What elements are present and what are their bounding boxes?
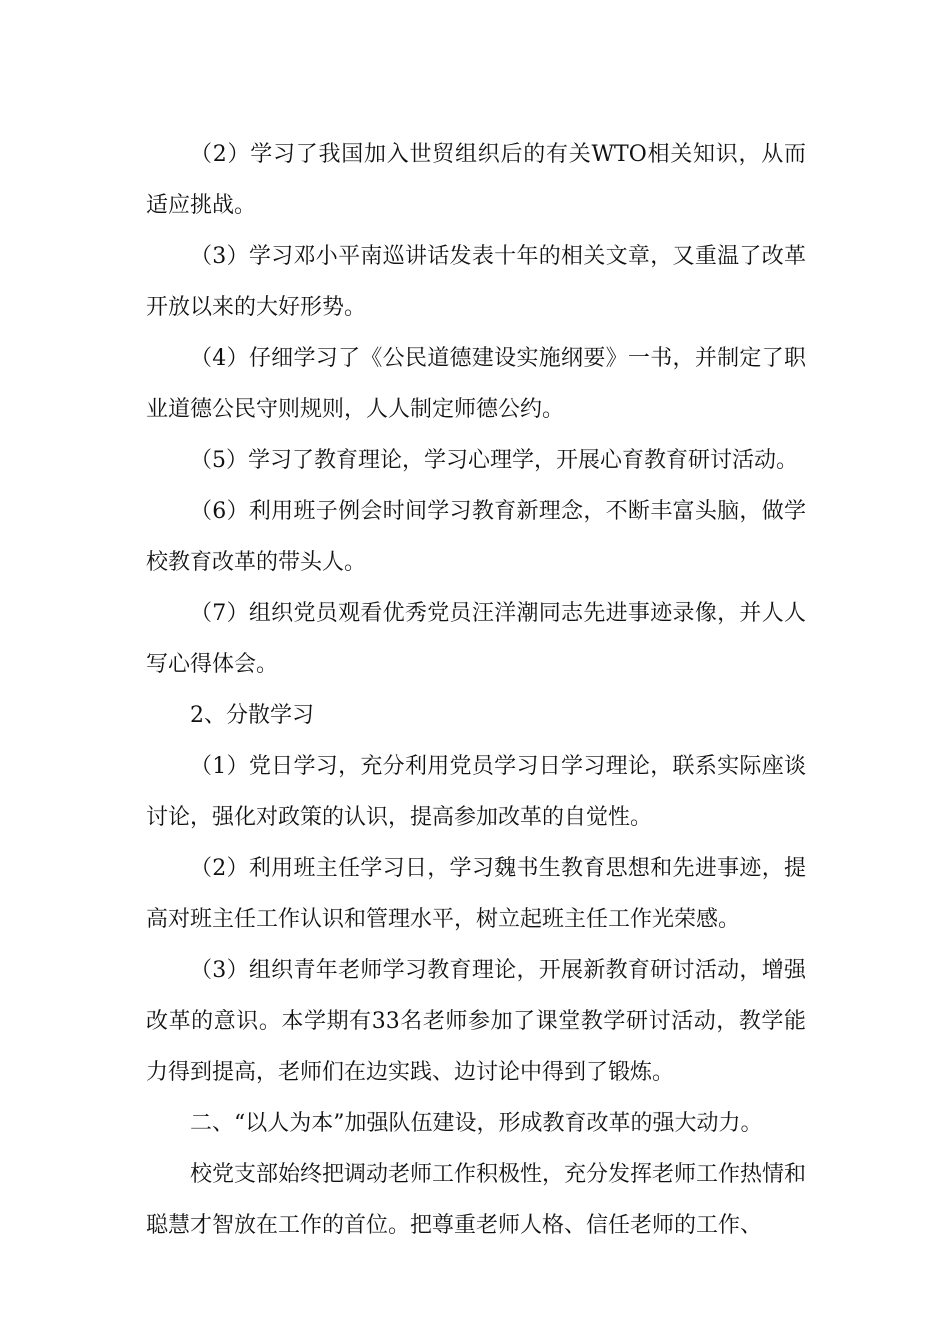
- section-heading-decentralized-study: 2、分散学习: [190, 703, 314, 728]
- paragraph-model-member-video: （7）组织党员观看优秀党员汪洋潮同志先进事迹录像，并人人写心得体会。: [146, 601, 806, 677]
- paragraph-southern-tour-study: （3）学习邓小平南巡讲话发表十年的相关文章，又重温了改革开放以来的大好形势。: [146, 244, 806, 320]
- paragraph-head-teacher-study: （2）利用班主任学习日，学习魏书生教育思想和先进事迹，提高对班主任工作认识和管理水平，树立起班主任工作光荣感。: [146, 856, 806, 932]
- paragraph-party-branch-motivation: 校党支部始终把调动老师工作积极性，充分发挥老师工作热情和聪慧才智放在工作的首位。把尊重老师人格、信任老师的工作、: [146, 1162, 807, 1238]
- paragraph-civic-morality-study: （4）仔细学习了《公民道德建设实施纲要》一书，并制定了职业道德公民守则规则，人人制定师德公约。: [146, 346, 806, 422]
- paragraph-wto-study: （2）学习了我国加入世贸组织后的有关WTO相关知识，从而适应挑战。: [146, 142, 806, 218]
- paragraph-young-teacher-study: （3）组织青年老师学习教育理论，开展新教育研讨活动，增强改革的意识。本学期有33名老师参加了课堂教学研讨活动，教学能力得到提高，老师们在边实践、边讨论中得到了锻炼。: [146, 958, 806, 1085]
- paragraph-party-day-study: （1）党日学习，充分利用党员学习日学习理论，联系实际座谈讨论，强化对政策的认识，提高参加改革的自觉性。: [146, 754, 806, 830]
- section-heading-people-oriented: 二、“以人为本”加强队伍建设，形成教育改革的强大动力。: [190, 1111, 763, 1136]
- document-body: [146, 129, 806, 1251]
- paragraph-team-meeting-study: （6）利用班子例会时间学习教育新理念，不断丰富头脑，做学校教育改革的带头人。: [146, 499, 806, 575]
- paragraph-education-theory-study: （5）学习了教育理论，学习心理学，开展心育教育研讨活动。: [190, 448, 798, 473]
